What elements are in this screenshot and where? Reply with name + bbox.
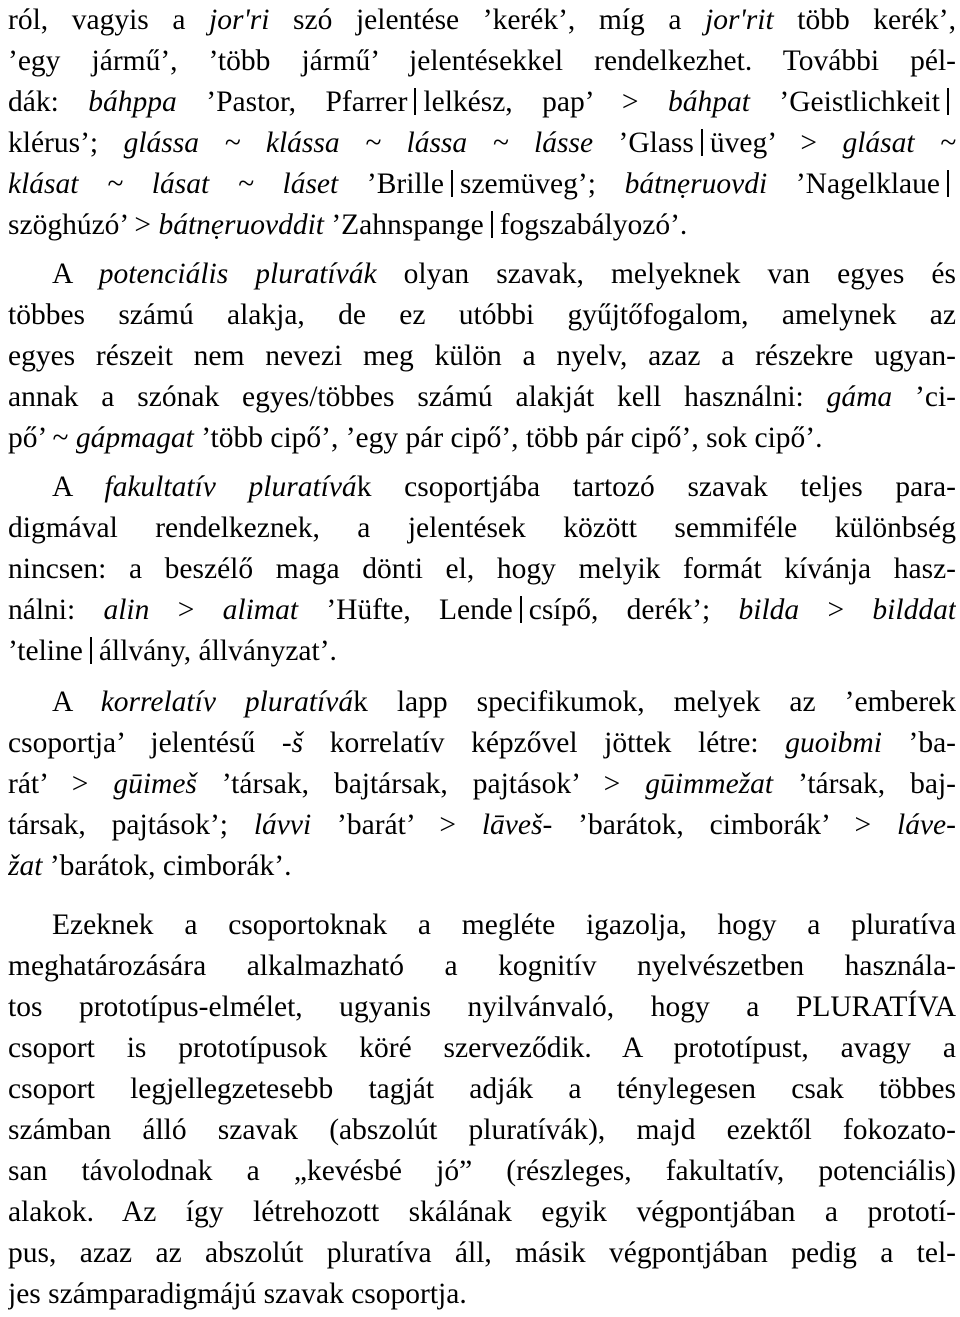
italic-term: bátnẹruovddit bbox=[158, 209, 324, 241]
text-line bbox=[8, 295, 956, 336]
text-segment: A bbox=[52, 258, 99, 290]
text-segment: számban álló szavak (abszolút pluratívák), majd ezektől fokozato- bbox=[8, 1114, 956, 1146]
text-segment: ’Glass bbox=[593, 127, 694, 159]
italic-term: báhpat bbox=[668, 86, 750, 118]
text-line bbox=[8, 723, 956, 764]
italic-term: alin bbox=[103, 594, 150, 626]
italic-term: bilda bbox=[738, 594, 800, 626]
italic-term: žat bbox=[8, 850, 43, 882]
text-line bbox=[8, 631, 956, 672]
text-segment: ’Pastor, Pfarrer bbox=[176, 86, 408, 118]
text-segment: ’ci- bbox=[892, 381, 956, 413]
text-segment: ’Zahnspange bbox=[323, 209, 484, 241]
italic-term: alimat bbox=[222, 594, 299, 626]
italic-term: klásat ~ lásat ~ láset bbox=[8, 168, 339, 200]
text-segment: annak a szónak egyes/többes számú alakját kell használni: bbox=[8, 381, 827, 413]
text-segment: csoport legjellegzetesebb tagját adják a ténylegesen csak többes bbox=[8, 1073, 956, 1105]
text-segment: ’barátok, cimborák’ > bbox=[552, 809, 898, 841]
text-segment: ’ba- bbox=[881, 727, 956, 759]
text-segment: A bbox=[52, 686, 101, 718]
text-segment: ’barát’ > bbox=[311, 809, 482, 841]
italic-term: potenciális pluratívák bbox=[98, 258, 377, 290]
text-segment: szó jelentése ’kerék’, míg a bbox=[269, 4, 706, 36]
text-line bbox=[8, 467, 956, 508]
text-line bbox=[8, 82, 956, 123]
text-line bbox=[8, 764, 956, 805]
text-line bbox=[8, 123, 956, 164]
text-segment: állvány, állványzat’. bbox=[98, 635, 337, 667]
text-segment: több kerék’, bbox=[773, 4, 956, 36]
text-segment: ’teline bbox=[8, 635, 83, 667]
text-segment: san távolodnak a „kevésbé jó” (részleges, fakultatív, potenciális) bbox=[8, 1155, 956, 1187]
text-segment: meghatározására alkalmazható a kognitív nyelvészetben használa- bbox=[8, 950, 956, 982]
italic-term: lávvi bbox=[253, 809, 312, 841]
italic-term: gápmagat bbox=[75, 422, 194, 454]
gloss-separator bbox=[491, 211, 493, 238]
text-line bbox=[8, 549, 956, 590]
gloss-separator bbox=[947, 170, 949, 197]
text-line bbox=[8, 805, 956, 846]
text-segment: ’barátok, cimborák’. bbox=[42, 850, 292, 882]
text-line bbox=[8, 336, 956, 377]
text-line bbox=[8, 254, 956, 295]
text-segment: ’Hüfte, Lende bbox=[298, 594, 513, 626]
italic-term: gáma bbox=[826, 381, 893, 413]
text-segment: > bbox=[799, 594, 873, 626]
gloss-separator bbox=[451, 170, 453, 197]
text-segment: szemüveg’; bbox=[459, 168, 625, 200]
italic-term: báhppa bbox=[88, 86, 177, 118]
text-line bbox=[8, 987, 956, 1028]
text-segment: nálni: bbox=[8, 594, 104, 626]
italic-term: guoibmi bbox=[785, 727, 882, 759]
text-line bbox=[8, 377, 956, 418]
text-segment: pő’ ~ bbox=[8, 422, 76, 454]
italic-term: fakultatív pluratívá bbox=[104, 471, 357, 503]
text-segment: többes számú alakja, de ez utóbbi gyűjtőfogalom, amelynek az bbox=[8, 299, 956, 331]
text-segment: > bbox=[149, 594, 223, 626]
gloss-separator bbox=[414, 88, 416, 115]
text-segment: ’társak, baj- bbox=[773, 768, 956, 800]
text-segment: fogszabályozó’. bbox=[499, 209, 688, 241]
text-segment: pus, azaz az abszolút pluratíva áll, másik végpontjában pedig a tel- bbox=[8, 1237, 956, 1269]
text-segment: egyes részeit nem nevezi meg külön a nyelv, azaz a részekre ugyan- bbox=[8, 340, 956, 372]
text-segment: ’Nagelklaue bbox=[767, 168, 940, 200]
text-segment: ról, vagyis a bbox=[8, 4, 210, 36]
italic-term: glásat ~ bbox=[842, 127, 956, 159]
text-line bbox=[8, 508, 956, 549]
gloss-separator bbox=[947, 88, 949, 115]
italic-term: bátnẹruovdi bbox=[624, 168, 768, 200]
text-line bbox=[8, 1274, 956, 1315]
text-line bbox=[8, 1069, 956, 1110]
italic-term: -š bbox=[281, 727, 304, 759]
text-line bbox=[8, 1192, 956, 1233]
italic-term: korrelatív pluratívá bbox=[100, 686, 354, 718]
text-line bbox=[8, 682, 956, 723]
text-segment: A bbox=[52, 471, 105, 503]
text-segment: ’több cipő’, ’egy pár cipő’, több pár cipő’, sok cipő’. bbox=[193, 422, 823, 454]
text-segment: szöghúzó’ > bbox=[8, 209, 159, 241]
text-segment: üveg’ > bbox=[709, 127, 843, 159]
text-line bbox=[8, 846, 956, 887]
gloss-separator bbox=[520, 596, 522, 623]
italic-term: lāveš- bbox=[481, 809, 553, 841]
text-segment: csoportja’ jelentésű bbox=[8, 727, 282, 759]
text-segment: ’társak, bajtársak, pajtások’ > bbox=[196, 768, 646, 800]
text-segment: ’Geistlichkeit bbox=[749, 86, 940, 118]
text-line bbox=[8, 205, 956, 246]
text-segment: lelkész, pap’ > bbox=[423, 86, 668, 118]
text-segment: csípő, derék’; bbox=[528, 594, 739, 626]
italic-term: glássa ~ klássa ~ lássa ~ lásse bbox=[123, 127, 594, 159]
text-segment: olyan szavak, melyeknek van egyes és bbox=[376, 258, 956, 290]
text-segment: rát’ > bbox=[8, 768, 114, 800]
text-segment: digmával rendelkeznek, a jelentések között semmiféle különbség bbox=[8, 512, 956, 544]
text-segment: k lapp specifikumok, melyek az ’emberek bbox=[353, 686, 956, 718]
text-line bbox=[8, 590, 956, 631]
text-segment: nincsen: a beszélő maga dönti el, hogy melyik formát kívánja hasz- bbox=[8, 553, 956, 585]
italic-term: gūimmežat bbox=[645, 768, 774, 800]
text-line bbox=[8, 1233, 956, 1274]
text-line bbox=[8, 164, 956, 205]
text-segment: alakok. Az így létrehozott skálának egyik végpontjában a prototí- bbox=[8, 1196, 956, 1228]
text-line bbox=[8, 418, 956, 459]
text-segment: ’egy jármű’, ’több jármű’ jelentésekkel rendelkezhet. További pél- bbox=[8, 45, 956, 77]
text-segment: korrelatív képzővel jöttek létre: bbox=[303, 727, 786, 759]
text-segment: jes számparadigmájú szavak csoportja. bbox=[8, 1278, 467, 1310]
text-segment: Ezeknek a csoportoknak a megléte igazolja, hogy a pluratíva bbox=[52, 909, 956, 941]
text-line bbox=[8, 905, 956, 946]
text-line bbox=[8, 41, 956, 82]
text-segment: klérus’; bbox=[8, 127, 124, 159]
text-segment: tos prototípus-elmélet, ugyanis nyilvánvaló, hogy a PLURATÍVA bbox=[8, 991, 956, 1023]
text-segment: ’Brille bbox=[338, 168, 444, 200]
italic-term: jor'ri bbox=[209, 4, 270, 36]
italic-term: láve- bbox=[897, 809, 956, 841]
gloss-separator bbox=[90, 637, 92, 664]
text-line bbox=[8, 1151, 956, 1192]
text-segment: csoport is prototípusok köré szerveződik. A prototípust, avagy a bbox=[8, 1032, 956, 1064]
text-line bbox=[8, 0, 956, 41]
italic-term: jor'rit bbox=[705, 4, 774, 36]
text-line bbox=[8, 1110, 956, 1151]
gloss-separator bbox=[701, 129, 703, 156]
text-segment: k csoportjába tartozó szavak teljes para- bbox=[356, 471, 956, 503]
text-segment: társak, pajtások’; bbox=[8, 809, 254, 841]
italic-term: bilddat bbox=[872, 594, 956, 626]
italic-term: gūimeš bbox=[113, 768, 197, 800]
text-line bbox=[8, 1028, 956, 1069]
text-line bbox=[8, 946, 956, 987]
text-segment: dák: bbox=[8, 86, 89, 118]
